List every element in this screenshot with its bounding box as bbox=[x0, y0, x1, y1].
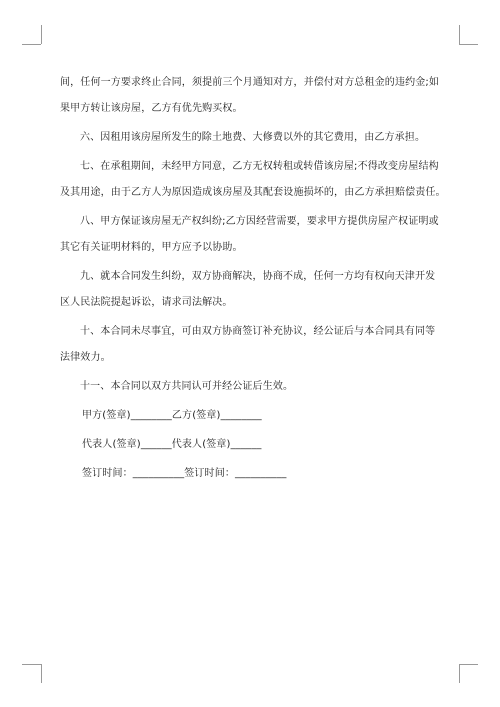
crop-mark-bottom-right-vertical bbox=[459, 664, 460, 683]
text-line: 十一、本合同以双方共同认可并经公证后生效。 bbox=[80, 381, 294, 392]
text-line: 果甲方转让该房屋，乙方有优先购买权。 bbox=[60, 103, 243, 114]
crop-mark-bottom-right-horizontal bbox=[459, 664, 478, 665]
clause-eleven bbox=[60, 374, 444, 400]
paragraph-continuation bbox=[60, 70, 444, 122]
crop-mark-bottom-left-horizontal bbox=[22, 664, 41, 665]
text-line: 九、就本合同发生纠纷，双方协商解决，协商不成，任何一方均有权向天津开发 bbox=[80, 271, 436, 282]
text-line: 七、在承租期间，未经甲方同意，乙方无权转租或转借该房屋;不得改变房屋结构 bbox=[80, 161, 439, 172]
text-line: 及其用途，由于乙方人为原因造成该房屋及其配套设施损坏的，由乙方承担赔偿责任。 bbox=[60, 187, 446, 198]
clause-nine bbox=[60, 264, 444, 316]
text-line: 间，任何一方要求终止合同，须提前三个月通知对方，并偿付对方总租金的违约金;如 bbox=[60, 77, 440, 88]
crop-mark-top-left-vertical bbox=[41, 25, 42, 44]
text-line: 法律效力。 bbox=[60, 352, 111, 363]
signature-representatives: 代表人(签章)______代表人(签章)______ bbox=[82, 439, 262, 450]
document-body bbox=[60, 70, 444, 487]
text-line: 六、因租用该房屋所发生的除土地费、大修费以外的其它费用，由乙方承担。 bbox=[80, 132, 426, 143]
crop-mark-top-right-vertical bbox=[459, 25, 460, 44]
signature-parties: 甲方(签章)________乙方(签章)________ bbox=[82, 410, 262, 421]
clause-eight bbox=[60, 209, 444, 261]
clause-seven bbox=[60, 154, 444, 206]
clause-six bbox=[60, 125, 444, 151]
signature-dates: 签订时间：__________签订时间：__________ bbox=[82, 468, 287, 479]
text-line: 八、甲方保证该房屋无产权纠纷;乙方因经营需要，要求甲方提供房屋产权证明或 bbox=[80, 216, 439, 227]
text-line: 其它有关证明材料的，甲方应予以协助。 bbox=[60, 242, 243, 253]
crop-mark-bottom-left-vertical bbox=[41, 664, 42, 683]
crop-mark-top-left-horizontal bbox=[22, 44, 41, 45]
text-line: 十、本合同未尽事宜，可由双方协商签订补充协议，经公证后与本合同具有同等 bbox=[80, 326, 436, 337]
clause-ten bbox=[60, 319, 444, 371]
crop-mark-top-right-horizontal bbox=[459, 44, 478, 45]
signature-block bbox=[60, 403, 444, 487]
text-line: 区人民法院提起诉讼，请求司法解决。 bbox=[60, 297, 233, 308]
